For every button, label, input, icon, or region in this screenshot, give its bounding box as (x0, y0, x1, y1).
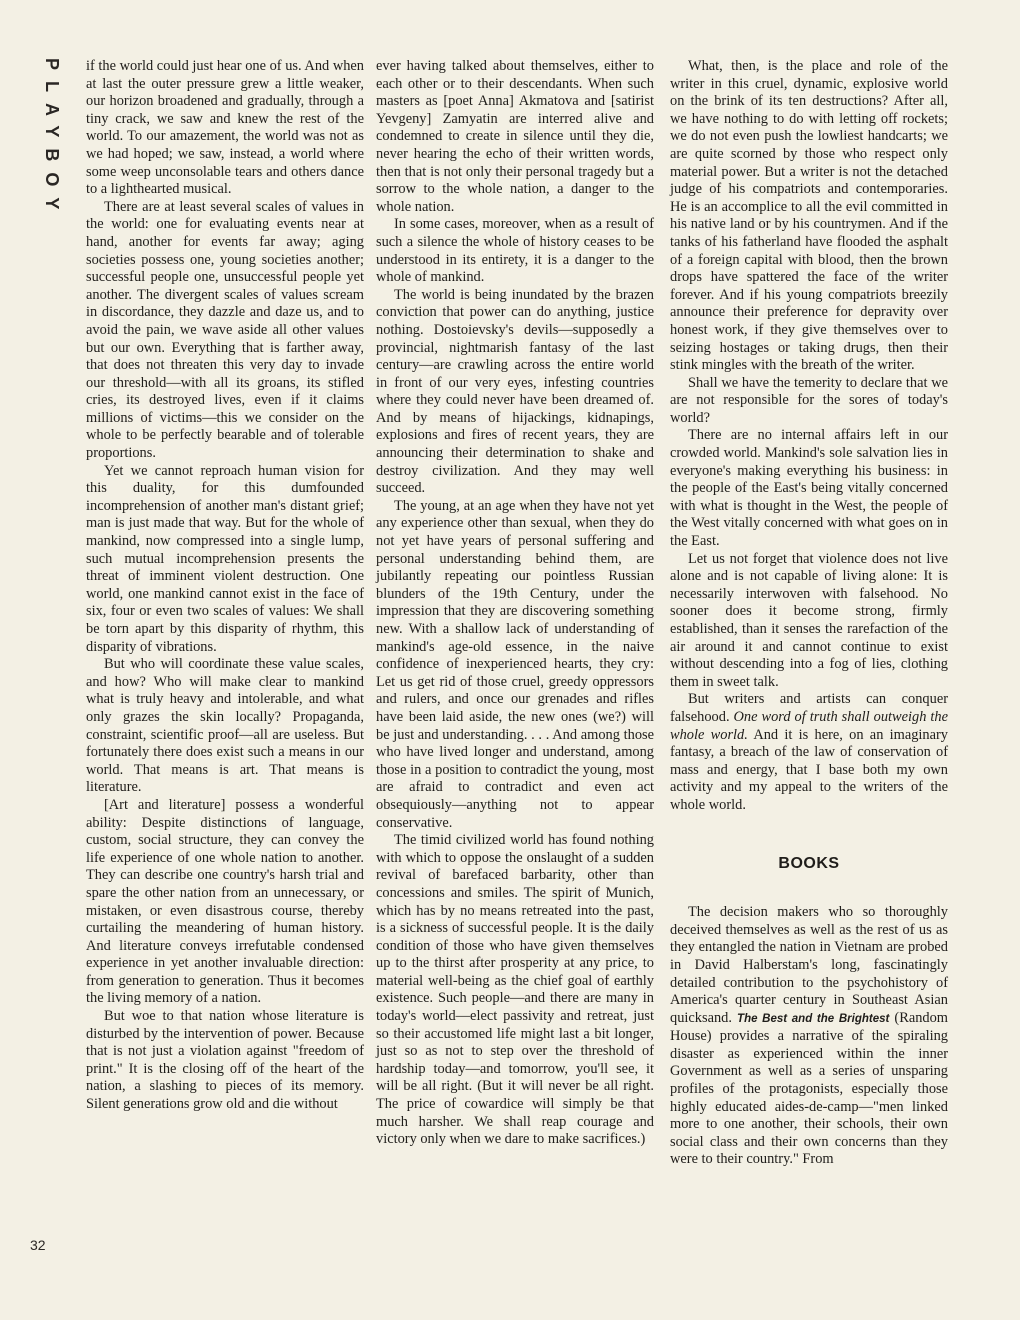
paragraph: In some cases, moreover, when as a result of such a silence the whole of history ceases to be understood in its entirety, it is a danger to the whole of mankind. (376, 216, 654, 286)
paragraph: Yet we cannot reproach human vision for this duality, for this dumfounded incomprehension of another man's distant grief; man is just made that way. But for the whole of mankind, now compressed into a single lump, such mutual incomprehension presents the threat of imminent violent destruction. One world, one mankind cannot exist in the face of six, four or even two scales of values: We shall be torn apart by this disparity of rhythm, this disparity of vibrations. (86, 462, 364, 655)
paragraph: What, then, is the place and role of the writer in this cruel, dynamic, explosive world on the brink of its ten destructions? After all, we have nothing to do with letting off rockets; we do not even push the lowliest handcarts; we are quite scorned by those who respect only material power. But a writer is not the detached judge of his compatriots and contemporaries. He is an accomplice to all the evil committed in his native land or by his countrymen. And if the tanks of his fatherland have flooded the asphalt of a foreign capital with blood, then the brown drops have spattered the face of the writer forever. And if his young compatriots breezily announce their preference for depravity over honest work, if they give themselves over to seizing hostages or taking drugs, then their stink mingles with the breath of the writer. (670, 58, 948, 374)
paragraph: The world is being inundated by the brazen conviction that power can do anything, justice nothing. Dostoievsky's devils—supposedly a provincial, nightmarish fantasy of the last century—are crawling across the entire world in front of our very eyes, infesting countries where they could never have been dreamed of. And by means of hijackings, kidnapings, explosions and fires of recent years, they are announcing their determination to shake and destroy civilization. And they may well succeed. (376, 286, 654, 497)
paragraph: The young, at an age when they have not yet any experience other than sexual, when they do not yet have years of personal suffering and personal understanding behind them, are jubilantly repeating our pointless Russian blunders of the 19th Century, under the impression that they are discovering something new. With a shallow lack of understanding of mankind's age-old essence, in the naive confidence of inexperienced hearts, they cry: Let us get rid of those cruel, greedy oppressors and rulers, and once our grenades and rifles have been laid aside, the new ones (we?) will be just and understanding. . . . And among those who have lived longer and understand, among those in a position to contradict the young, most are afraid to contradict and even act obsequiously—anything not to appear conservative. (376, 497, 654, 831)
paragraph: ever having talked about themselves, either to each other or to their descendants. When such masters as [poet Anna] Akmatova and [satirist Yevgeny] Zamyatin are interred alive and condemned to create in silence until they die, never hearing the echo of their written words, then that is not only their personal tragedy but a sorrow to the whole nation, a danger to the whole nation. (376, 58, 654, 215)
paragraph: There are at least several scales of values in the world: one for evaluating events near at hand, another for events far away; aging societies possess one, young societies another; successful people one, unsuccessful people yet another. The divergent scales of values scream in discordance, they dazzle and daze us, and to avoid the pain, we wave aside all other values but our own. Everything that is farther away, that does not threaten this very day to invade our threshold—with all its groans, its stifled cries, its destroyed lives, even if it claims millions of victims—this we consider on the whole to be perfectly bearable and of tolerable proportions. (86, 198, 364, 462)
text-span: But writers and artists can conquer falsehood. (670, 691, 948, 725)
text-span: The decision makers who so thoroughly deceived themselves as well as the rest of us as they entangled the nation in Vietnam are probed in David Halberstam's long, fascinatingly detailed contribution to the psychohistory of America's quarter century in Southeast Asian quicksand. (670, 904, 948, 1026)
paragraph: But who will coordinate these value scales, and how? Who will make clear to mankind what is truly heavy and intolerable, and what only grazes the skin locally? Propaganda, constraint, scientific proof—all are useless. But fortunately there does exist such a means in our world. That means is art. That means is literature. (86, 656, 364, 796)
paragraph: The timid civilized world has found nothing with which to oppose the onslaught of a sudden revival of barefaced barbarity, other than concessions and smiles. The spirit of Munich, which has by no means retreated into the past, is a sickness of successful people. It is the daily condition of those who have given themselves up to the thirst after prosperity at any price, to material well-being as the chief goal of earthly existence. Such people—and there are many in today's world—elect passivity and retreat, just so their accustomed life might last a bit longer, just so as not to step over the threshold of hardship today—and tomorrow, you'll see, it will be all right. (But it will never be all right. The price of cowardice will simply be that much harsher. We shall reap courage and victory only when we dare to make sacrifices.) (376, 832, 654, 1148)
masthead-text: PLAYBOY (42, 58, 62, 221)
text-span: (Random House) provides a narrative of the spiraling disaster as experienced within the inner Government as well as a series of unsparing profiles of the protagonists, especially those highly educated aides-de-camp—"men linked more to one another, their schools, their own social class and their own concerns than they were to their country." From (670, 1009, 948, 1168)
emphasis-text: One word of truth shall outweigh the whole world. (670, 708, 948, 743)
section-heading-books: BOOKS (778, 854, 840, 872)
column-2 (376, 58, 654, 1149)
text-span: And it is here, on an imaginary fantasy, a breach of the law of conservation of mass and energy, that I base both my own activity and my appeal to the writers of the whole world. (670, 726, 948, 813)
column-3 (670, 58, 948, 1169)
paragraph: But woe to that nation whose literature is disturbed by the intervention of power. Because that is not just a violation against "freedom of print." It is the closing off of the heart of the nation, a slashing to pieces of its memory. Silent generations grow old and die without (86, 1008, 364, 1113)
column-1 (86, 58, 364, 1114)
paragraph: Shall we have the temerity to declare that we are not responsible for the sores of today's world? (670, 374, 948, 426)
paragraph: if the world could just hear one of us. And when at last the outer pressure grew a little weaker, our horizon broadened and gradually, through a tiny crack, we saw and knew the rest of the world. To our amazement, the world was not as we had hoped; we saw, instead, a world where some weep unconsolable tears and others dance to a lighthearted musical. (86, 58, 364, 198)
page-number: 32 (30, 1237, 46, 1253)
paragraph: There are no internal affairs left in our crowded world. Mankind's sole salvation lies in everyone's making everything his business: in the people of the East's being vitally concerned with what is thought in the West, the people of the West vitally concerned with what goes on in the East. (670, 427, 948, 550)
paragraph: Let us not forget that violence does not live alone and is not capable of living alone: It is necessarily interwoven with falsehood. No sooner does it become strong, firmly established, than it senses the rarefaction of the air around it and cannot continue to exist without descending into a fog of lies, clothing them in sweet talk. (670, 550, 948, 690)
paragraph-closing (670, 691, 948, 814)
book-title: The Best and the Brightest (737, 1012, 890, 1025)
masthead (30, 58, 70, 248)
paragraph: [Art and literature] possess a wonderful ability: Despite distinctions of language, custom, social structure, they can convey the life experience of one whole nation to another. They can describe one country's harsh trial and spare the other nation from an unnecessary, or mistaken, or even disastrous course, thereby curtailing the meandering of human history. And literature conveys irrefutable condensed experience in yet another invaluable direction: from generation to generation. Thus it becomes the living memory of a nation. (86, 796, 364, 1007)
paragraph-books-review (670, 904, 948, 1169)
